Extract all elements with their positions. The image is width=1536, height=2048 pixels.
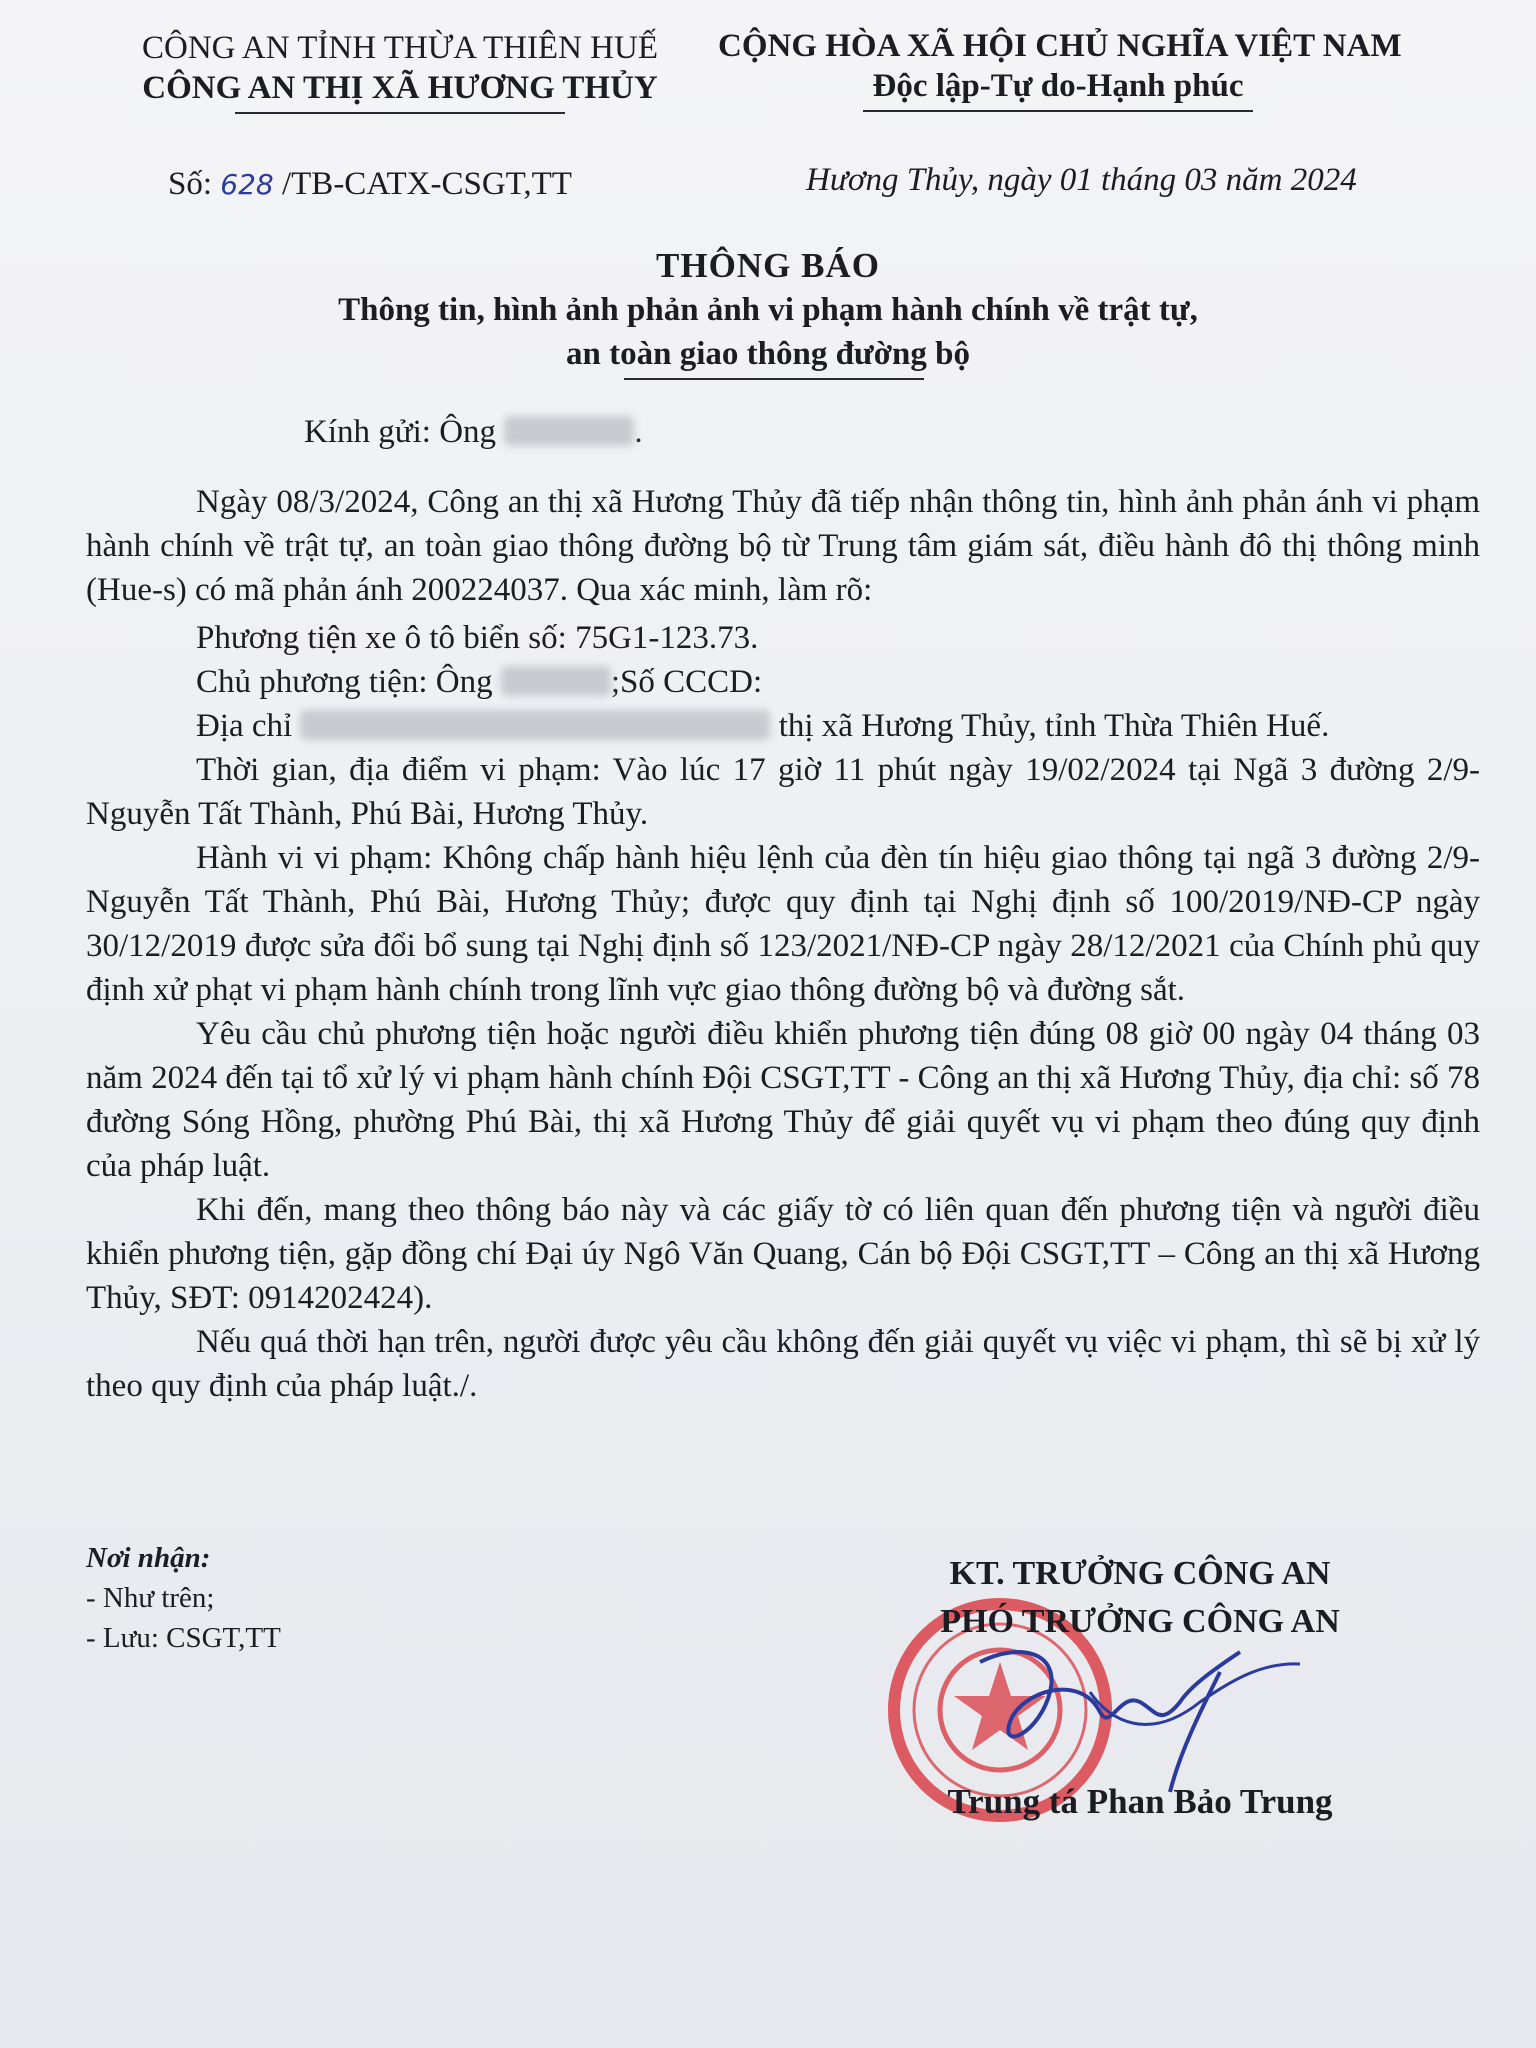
number-code: /TB-CATX-CSGT,TT — [273, 166, 572, 202]
signature-block — [860, 1550, 1420, 1821]
greeting: Kính gửi: Ông . — [304, 414, 643, 450]
national-motto: Độc lập-Tự do-Hạnh phúc — [872, 68, 1244, 104]
title-sub-1: Thông tin, hình ảnh phản ảnh vi phạm hành chính về trật tự, — [338, 292, 1198, 328]
recipients-title: Nơi nhận: — [86, 1542, 211, 1574]
parent-agency: CÔNG AN TỈNH THỪA THIÊN HUẾ — [141, 30, 658, 66]
number-label: Số: — [168, 166, 221, 202]
handwritten-number: 628 — [220, 168, 274, 201]
issuing-agency-header — [110, 28, 690, 114]
title-underline — [624, 378, 924, 380]
warning-paragraph: Nếu quá thời hạn trên, người được yêu cầu không đến giải quyết vụ việc vi phạm, thì sẽ bị xử lý theo quy định của pháp luật./. — [86, 1324, 1480, 1404]
notice-body — [86, 410, 1480, 1408]
request-paragraph: Yêu cầu chủ phương tiện hoặc người điều khiển phương tiện đúng 08 giờ 00 ngày 04 tháng 03 năm 2024 đến tại tổ xử lý vi phạm hành chính Đội CSGT,TT - Công an thị xã Hương Thủy, địa chỉ: số 78 đường Sóng Hồng, phường Phú Bài, thị xã Hương Thủy để giải quyết vụ vi phạm theo đúng quy định của pháp luật. — [86, 1016, 1480, 1184]
redacted-owner — [501, 666, 611, 696]
time-place-paragraph: Thời gian, địa điểm vi phạm: Vào lúc 17 giờ 11 phút ngày 19/02/2024 tại Ngã 3 đường 2/9- Nguyễn Tất Thành, Phú Bài, Hương Thủy. — [86, 752, 1480, 832]
redacted-address — [300, 710, 770, 740]
signer-name: Trung tá Phan Bảo Trung — [947, 1782, 1333, 1821]
notice-title — [0, 244, 1536, 380]
agency-underline — [235, 112, 565, 114]
title-main: THÔNG BÁO — [656, 246, 880, 285]
motto-underline — [863, 110, 1253, 112]
address-line: Địa chỉ thị xã Hương Thủy, tỉnh Thừa Thiên Huế. — [196, 708, 1330, 744]
recipients — [86, 1538, 281, 1658]
recipient-item: - Lưu: CSGT,TT — [86, 1622, 281, 1654]
owner-line: Chủ phương tiện: Ông ;Số CCCD: — [196, 664, 763, 700]
document-number — [168, 166, 572, 203]
redacted-name — [504, 416, 634, 446]
signer-authority: KT. TRƯỞNG CÔNG AN — [949, 1555, 1331, 1592]
signer-position: PHÓ TRƯỞNG CÔNG AN — [940, 1603, 1340, 1640]
national-motto-header — [718, 26, 1402, 112]
place-date: Hương Thủy, ngày 01 tháng 03 năm 2024 — [806, 162, 1357, 198]
intro-paragraph: Ngày 08/3/2024, Công an thị xã Hương Thủy đã tiếp nhận thông tin, hình ảnh phản ánh vi phạm hành chính về trật tự, an toàn giao thông đường bộ từ Trung tâm giám sát, điều hành đô thị thông minh (Hue-s) có mã phản ánh 200224037. Qua xác minh, làm rõ: — [86, 484, 1480, 608]
recipient-item: - Như trên; — [86, 1582, 215, 1614]
country-name: CỘNG HÒA XÃ HỘI CHỦ NGHĨA VIỆT NAM — [718, 28, 1402, 64]
documents-paragraph: Khi đến, mang theo thông báo này và các giấy tờ có liên quan đến phương tiện và người điều khiển phương tiện, gặp đồng chí Đại úy Ngô Văn Quang, Cán bộ Đội CSGT,TT – Công an thị xã Hương Thủy, SĐT: 0914202424). — [86, 1192, 1480, 1316]
violation-paragraph: Hành vi vi phạm: Không chấp hành hiệu lệnh của đèn tín hiệu giao thông tại ngã 3 đường 2/9- Nguyễn Tất Thành, Phú Bài, Hương Thủy; được quy định tại Nghị định số 100/2019/NĐ-CP ngày 30/12/2019 được sửa đổi bổ sung tại Nghị định số 123/2021/NĐ-CP ngày 28/12/2021 của Chính phủ quy định xử phạt vi phạm hành chính trong lĩnh vực giao thông đường bộ và đường sắt. — [86, 840, 1480, 1008]
vehicle-plate: Phương tiện xe ô tô biển số: 75G1-123.73. — [196, 620, 759, 656]
issuing-agency: CÔNG AN THỊ XÃ HƯƠNG THỦY — [142, 70, 658, 106]
title-sub-2: an toàn giao thông đường bộ — [566, 336, 970, 372]
